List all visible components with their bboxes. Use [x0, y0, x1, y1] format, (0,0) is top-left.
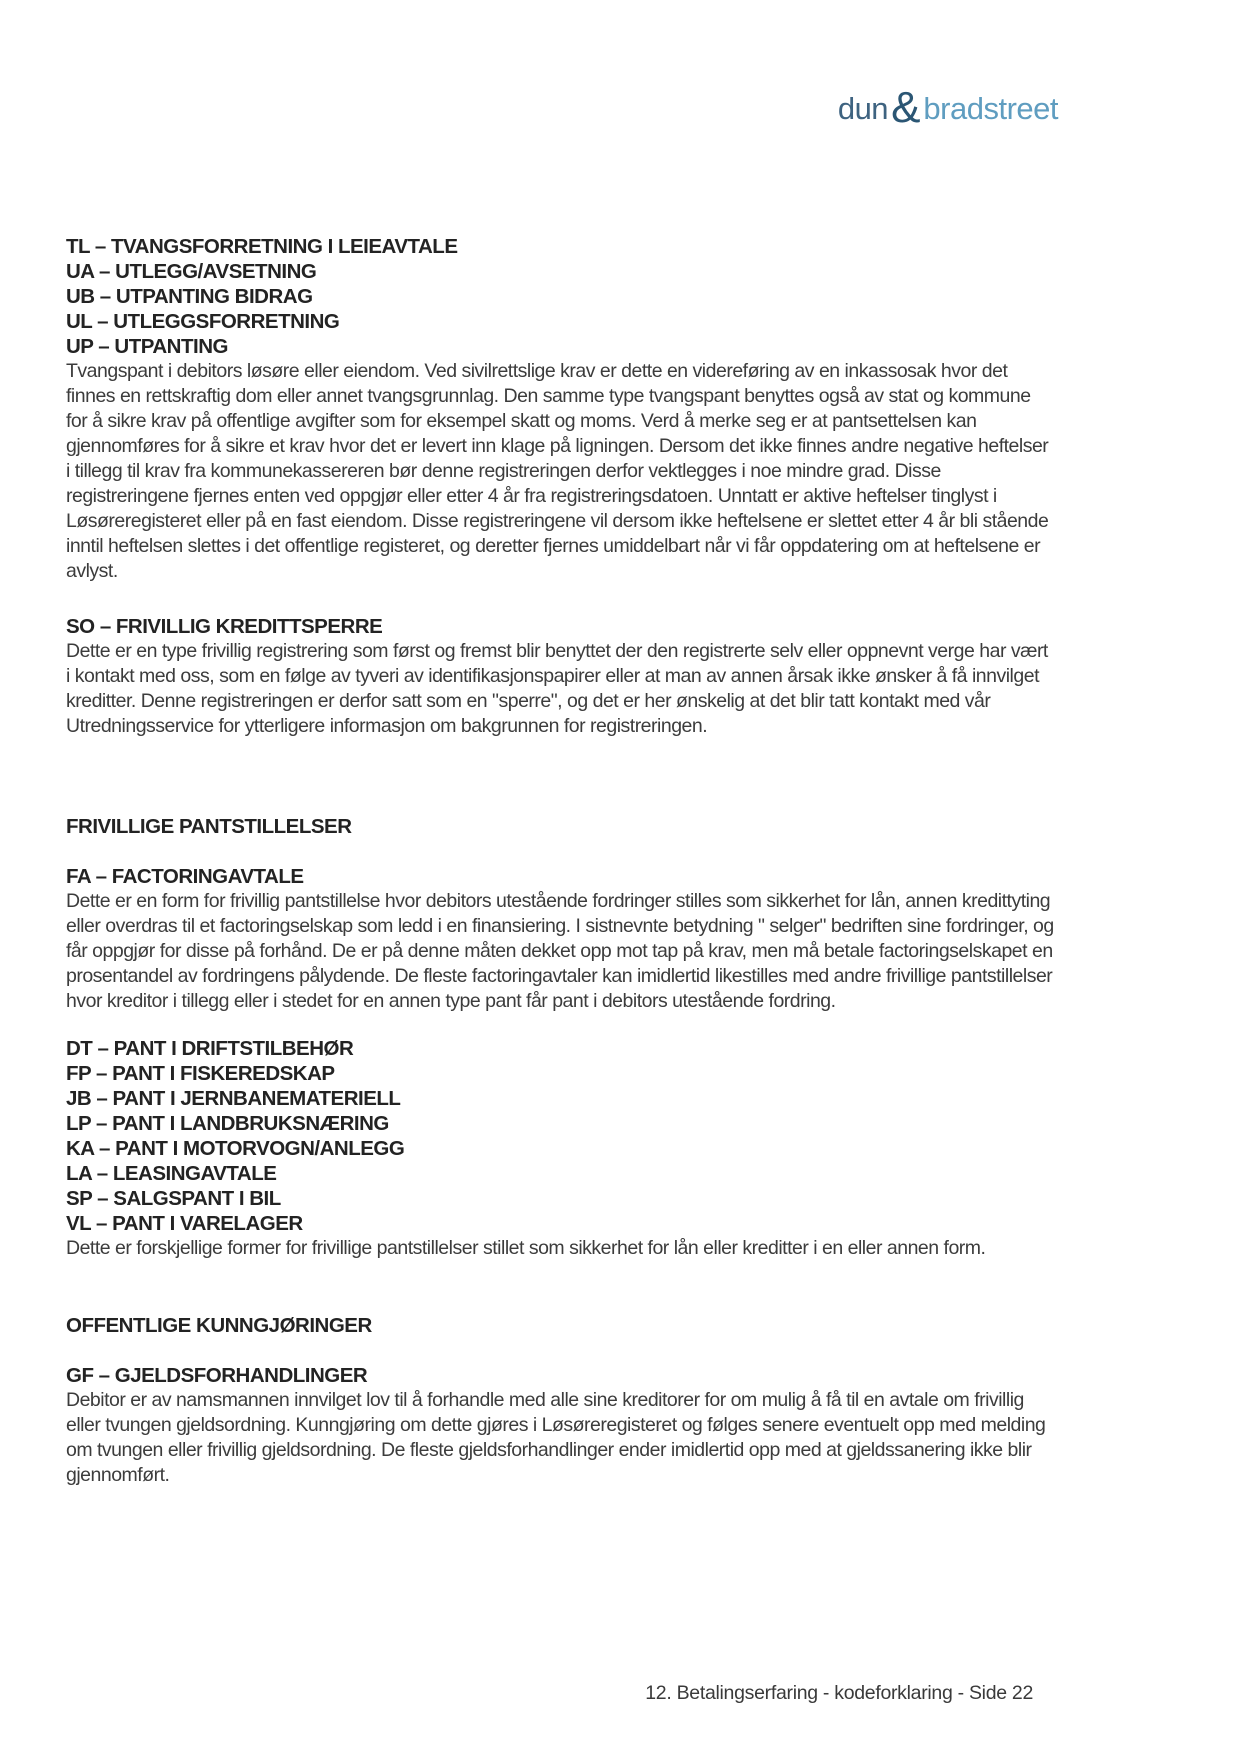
paragraph-tvangspant: Tvangspant i debitors løsøre eller eiendom. Ved sivilrettslige krav er dette en videreføring av en inkassosak hvor det finnes en rettskraftig dom eller annet tvangsgrunnlag. Den samme type tvangspant benyttes også av stat og kommune for å sikre krav på offentlige avgifter som for eksempel skatt og moms. Verd å merke seg er at pantsettelsen kan gjennomføres for å sikre et krav hvor det er levert inn klage på ligningen. Dersom det ikke finnes andre negative heftelser i tillegg til krav fra kommunekassereren bør denne registreringen derfor vektlegges i noe mindre grad. Disse registreringene fjernes enten ved oppgjør eller etter 4 år fra registreringsdatoen. Unntatt er aktive heftelser tinglyst i Løsøreregisteret eller på en fast eiendom. Disse registreringene vil dersom ikke heftelsene er slettet etter 4 år bli stående inntil heftelsen slettes i det offentlige registeret, og deretter fjernes umiddelbart når vi får oppdatering om at heftelsene er avlyst.: [66, 360, 1049, 582]
section-offentlige-kunngjoringer: [66, 1313, 1056, 1338]
document-body: [66, 0, 1056, 1488]
section-title-offentlige-kunngjoringer: OFFENTLIGE KUNNGJØRINGER: [66, 1314, 372, 1337]
code-heading-so: SO – FRIVILLIG KREDITTSPERRE: [66, 615, 383, 638]
paragraph-gf: Debitor er av namsmannen innvilget lov til å forhandle med alle sine kreditorer for om mulig å få til en avtale om frivillig eller tvungen gjeldsordning. Kunngjøring om dette gjøres i Løsøreregisteret og følges senere eventuelt opp med melding om tvungen eller frivillig gjeldsordning. De fleste gjeldsforhandlinger ender imidlertid opp med at gjeldssanering ikke blir gjennomført.: [66, 1389, 1046, 1486]
code-heading-vl: VL – PANT I VARELAGER: [66, 1212, 303, 1235]
logo-word-dun: dun: [837, 91, 889, 126]
paragraph-pant: Dette er forskjellige former for frivillige pantstillelser stillet som sikkerhet for lån eller kreditter i en eller annen form.: [66, 1237, 986, 1259]
code-heading-ul: UL – UTLEGGSFORRETNING: [66, 310, 340, 333]
paragraph-fa: Dette er en form for frivillig pantstillelse hvor debitors utestående fordringer stilles som sikkerhet for lån, annen kredittyting eller overdras til et factoringselskap som ledd i en finansiering. I sistnevnte betydning " selger" bedriften sine fordringer, og får oppgjør for disse på forhånd. De er på denne måten dekket opp mot tap på krav, men må betale factoringselskapet en prosentandel av fordringens pålydende. De fleste factoringavtaler kan imidlertid likestilles med andre frivillige pantstillelser hvor kreditor i tillegg eller i stedet for en annen type pant får pant i debitors utestående fordring.: [66, 890, 1054, 1012]
section-title-frivillige-pantstillelser: FRIVILLIGE PANTSTILLELSER: [66, 815, 352, 838]
section-fa: [66, 864, 1056, 1014]
code-list-tvangsforretninger: [66, 0, 1056, 359]
section-so: [66, 614, 1056, 739]
code-heading-gf: GF – GJELDSFORHANDLINGER: [66, 1364, 368, 1387]
section-frivillige-pantstillelser: [66, 814, 1056, 839]
code-list-pant: [66, 1036, 1056, 1261]
logo-word-bradstreet: bradstreet: [923, 91, 1058, 126]
code-heading-fa: FA – FACTORINGAVTALE: [66, 865, 304, 888]
logo-ampersand-icon: &: [891, 83, 921, 132]
code-heading-ka: KA – PANT I MOTORVOGN/ANLEGG: [66, 1137, 405, 1160]
code-heading-ub: UB – UTPANTING BIDRAG: [66, 285, 313, 308]
code-heading-lp: LP – PANT I LANDBRUKSNÆRING: [66, 1112, 389, 1135]
code-heading-la: LA – LEASINGAVTALE: [66, 1162, 277, 1185]
code-heading-tl: TL – TVANGSFORRETNING I LEIEAVTALE: [66, 235, 458, 258]
code-heading-dt: DT – PANT I DRIFTSTILBEHØR: [66, 1037, 354, 1060]
code-heading-ua: UA – UTLEGG/AVSETNING: [66, 260, 317, 283]
code-heading-sp: SP – SALGSPANT I BIL: [66, 1187, 281, 1210]
paragraph-so: Dette er en type frivillig registrering som først og fremst blir benyttet der den registrerte selv eller oppnevnt verge har vært i kontakt med oss, som en følge av tyveri av identifikasjonspapirer eller at man av annen årsak ikke ønsker å få innvilget kreditter. Denne registreringen er derfor satt som en "sperre", og det er her ønskelig at det blir tatt kontakt med vår Utredningsservice for ytterligere informasjon om bakgrunnen for registreringen.: [66, 640, 1048, 737]
code-heading-jb: JB – PANT I JERNBANEMATERIELL: [66, 1087, 401, 1110]
code-heading-up: UP – UTPANTING: [66, 335, 228, 358]
code-heading-fp: FP – PANT I FISKEREDSKAP: [66, 1062, 335, 1085]
page-footer: 12. Betalingserfaring - kodeforklaring - Side 22: [645, 1682, 1033, 1704]
section-gf: [66, 1363, 1056, 1488]
